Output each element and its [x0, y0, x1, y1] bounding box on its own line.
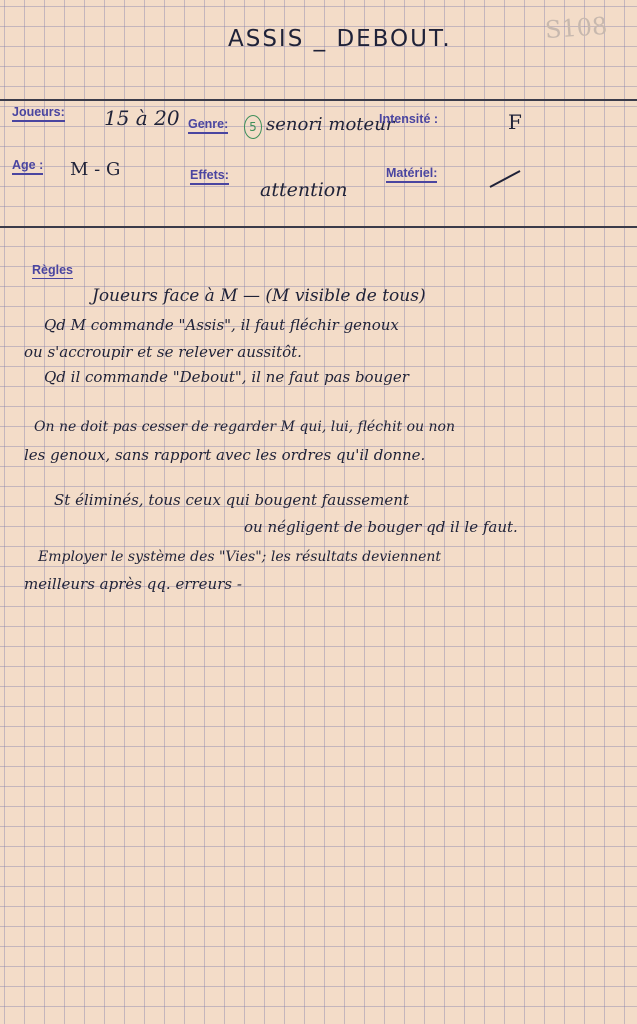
- materiel-label: Matériel:: [386, 166, 437, 183]
- effets-value: attention: [260, 179, 348, 201]
- intensite-value: F: [508, 110, 522, 134]
- rules-line: Qd il commande "Debout", il ne faut pas bouger: [44, 368, 409, 386]
- genre-value: senori moteur: [266, 114, 395, 135]
- card-title: ASSIS _ DEBOUT.: [228, 26, 452, 52]
- intensite-label: Intensité :: [379, 112, 439, 126]
- rules-line: ou s'accroupir et se relever aussitôt.: [24, 343, 302, 361]
- joueurs-value: 15 à 20: [104, 106, 180, 130]
- genre-circled-mark: 5: [244, 115, 262, 139]
- rules-line: meilleurs après qq. erreurs -: [24, 575, 242, 593]
- rules-line: Joueurs face à M — (M visible de tous): [92, 286, 426, 306]
- age-label: Age :: [12, 158, 43, 175]
- rules-line: ou négligent de bouger qd il le faut.: [244, 518, 518, 536]
- rules-line: les genoux, sans rapport avec les ordres qu'il donne.: [24, 446, 426, 464]
- card-code: S108: [544, 11, 609, 45]
- mid-rule: [0, 226, 637, 228]
- joueurs-label: Joueurs:: [12, 105, 65, 122]
- age-value: M - G: [70, 159, 121, 180]
- rules-line: St éliminés, tous ceux qui bougent faussement: [54, 491, 409, 509]
- effets-label: Effets:: [190, 168, 229, 185]
- rules-line: Qd M commande "Assis", il faut fléchir genoux: [44, 316, 399, 334]
- rules-line: On ne doit pas cesser de regarder M qui, lui, fléchit ou non: [34, 419, 455, 435]
- genre-label: Genre:: [188, 117, 228, 134]
- rules-line: Employer le système des "Vies"; les résultats deviennent: [38, 549, 442, 565]
- materiel-dash: [490, 170, 521, 188]
- regles-label: Règles: [32, 263, 73, 277]
- top-rule: [0, 99, 637, 101]
